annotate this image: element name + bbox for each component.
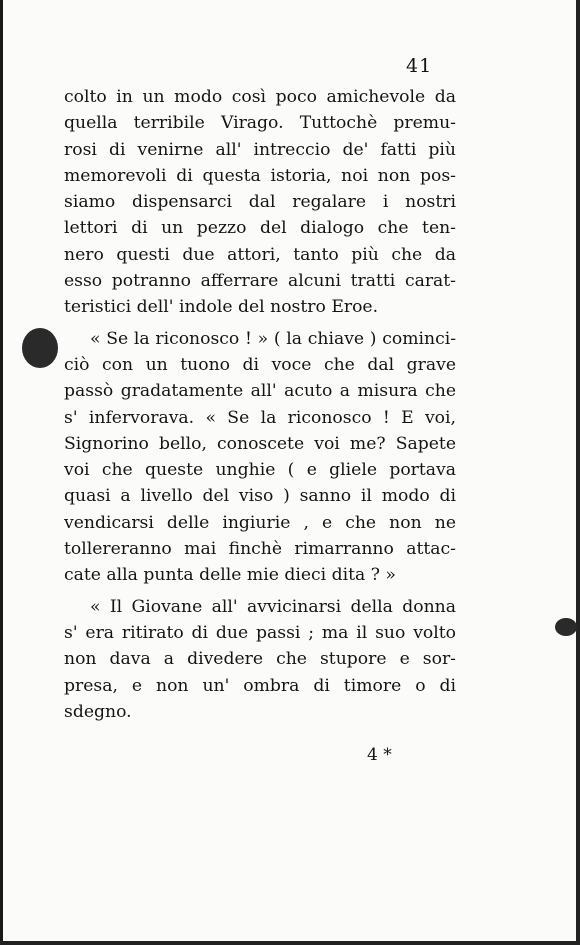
page-right-edge — [576, 0, 580, 945]
text-line: presa, e non un' ombra di timore o di — [64, 675, 456, 696]
text-line: vendicarsi delle ingiurie , e che non ne — [64, 512, 456, 533]
text-line: colto in un modo così poco amichevole da — [64, 87, 456, 107]
text-line: tollereranno mai finchè rimarranno attac- — [64, 539, 456, 560]
text-line: rosi di venirne all' intreccio de' fatti più — [64, 139, 456, 160]
text-line: cate alla punta delle mie dieci dita ? » — [64, 565, 396, 586]
text-line: « Il Giovane all' avvicinarsi della donna — [90, 596, 456, 617]
body-text — [64, 84, 456, 725]
text-line: non dava a divedere che stupore e sor- — [64, 649, 456, 670]
text-line: esso potranno afferrare alcuni tratti carat- — [64, 271, 456, 292]
page-bottom-edge — [0, 941, 580, 945]
ink-blot — [22, 328, 58, 368]
text-line: lettori di un pezzo del dialogo che ten- — [64, 218, 456, 239]
text-line: s' era ritirato di due passi ; ma il suo volto — [64, 622, 456, 643]
text-line: quasi a livello del viso ) sanno il modo di — [64, 486, 456, 507]
text-line: Signorino bello, conoscete voi me? Sapete — [64, 433, 456, 454]
text-line: quella terribile Virago. Tuttochè premu- — [64, 113, 456, 134]
text-line: teristici dell' indole del nostro Eroe. — [64, 297, 379, 318]
paragraph — [64, 326, 456, 589]
text-line: sdegno. — [64, 701, 132, 722]
page-left-edge — [0, 0, 3, 945]
text-line: passò gradatamente all' acuto a misura che — [64, 381, 456, 402]
text-line: ciò con un tuono di voce che dal grave — [64, 354, 456, 375]
ink-blot — [555, 618, 577, 636]
text-line: s' infervorava. « Se la riconosco ! E voi, — [64, 407, 456, 428]
text-line: memorevoli di questa istoria, noi non pos- — [64, 165, 456, 186]
page-number: 41 — [406, 55, 433, 77]
text-line: siamo dispensarci dal regalare i nostri — [64, 192, 456, 213]
paragraph — [64, 594, 456, 725]
text-line: nero questi due attori, tanto più che da — [64, 244, 456, 265]
text-line: voi che queste unghie ( e gliele portava — [64, 460, 456, 481]
text-line: « Se la riconosco ! » ( la chiave ) cominci- — [90, 328, 456, 349]
signature-mark: 4 * — [367, 745, 392, 765]
paragraph — [64, 84, 456, 321]
